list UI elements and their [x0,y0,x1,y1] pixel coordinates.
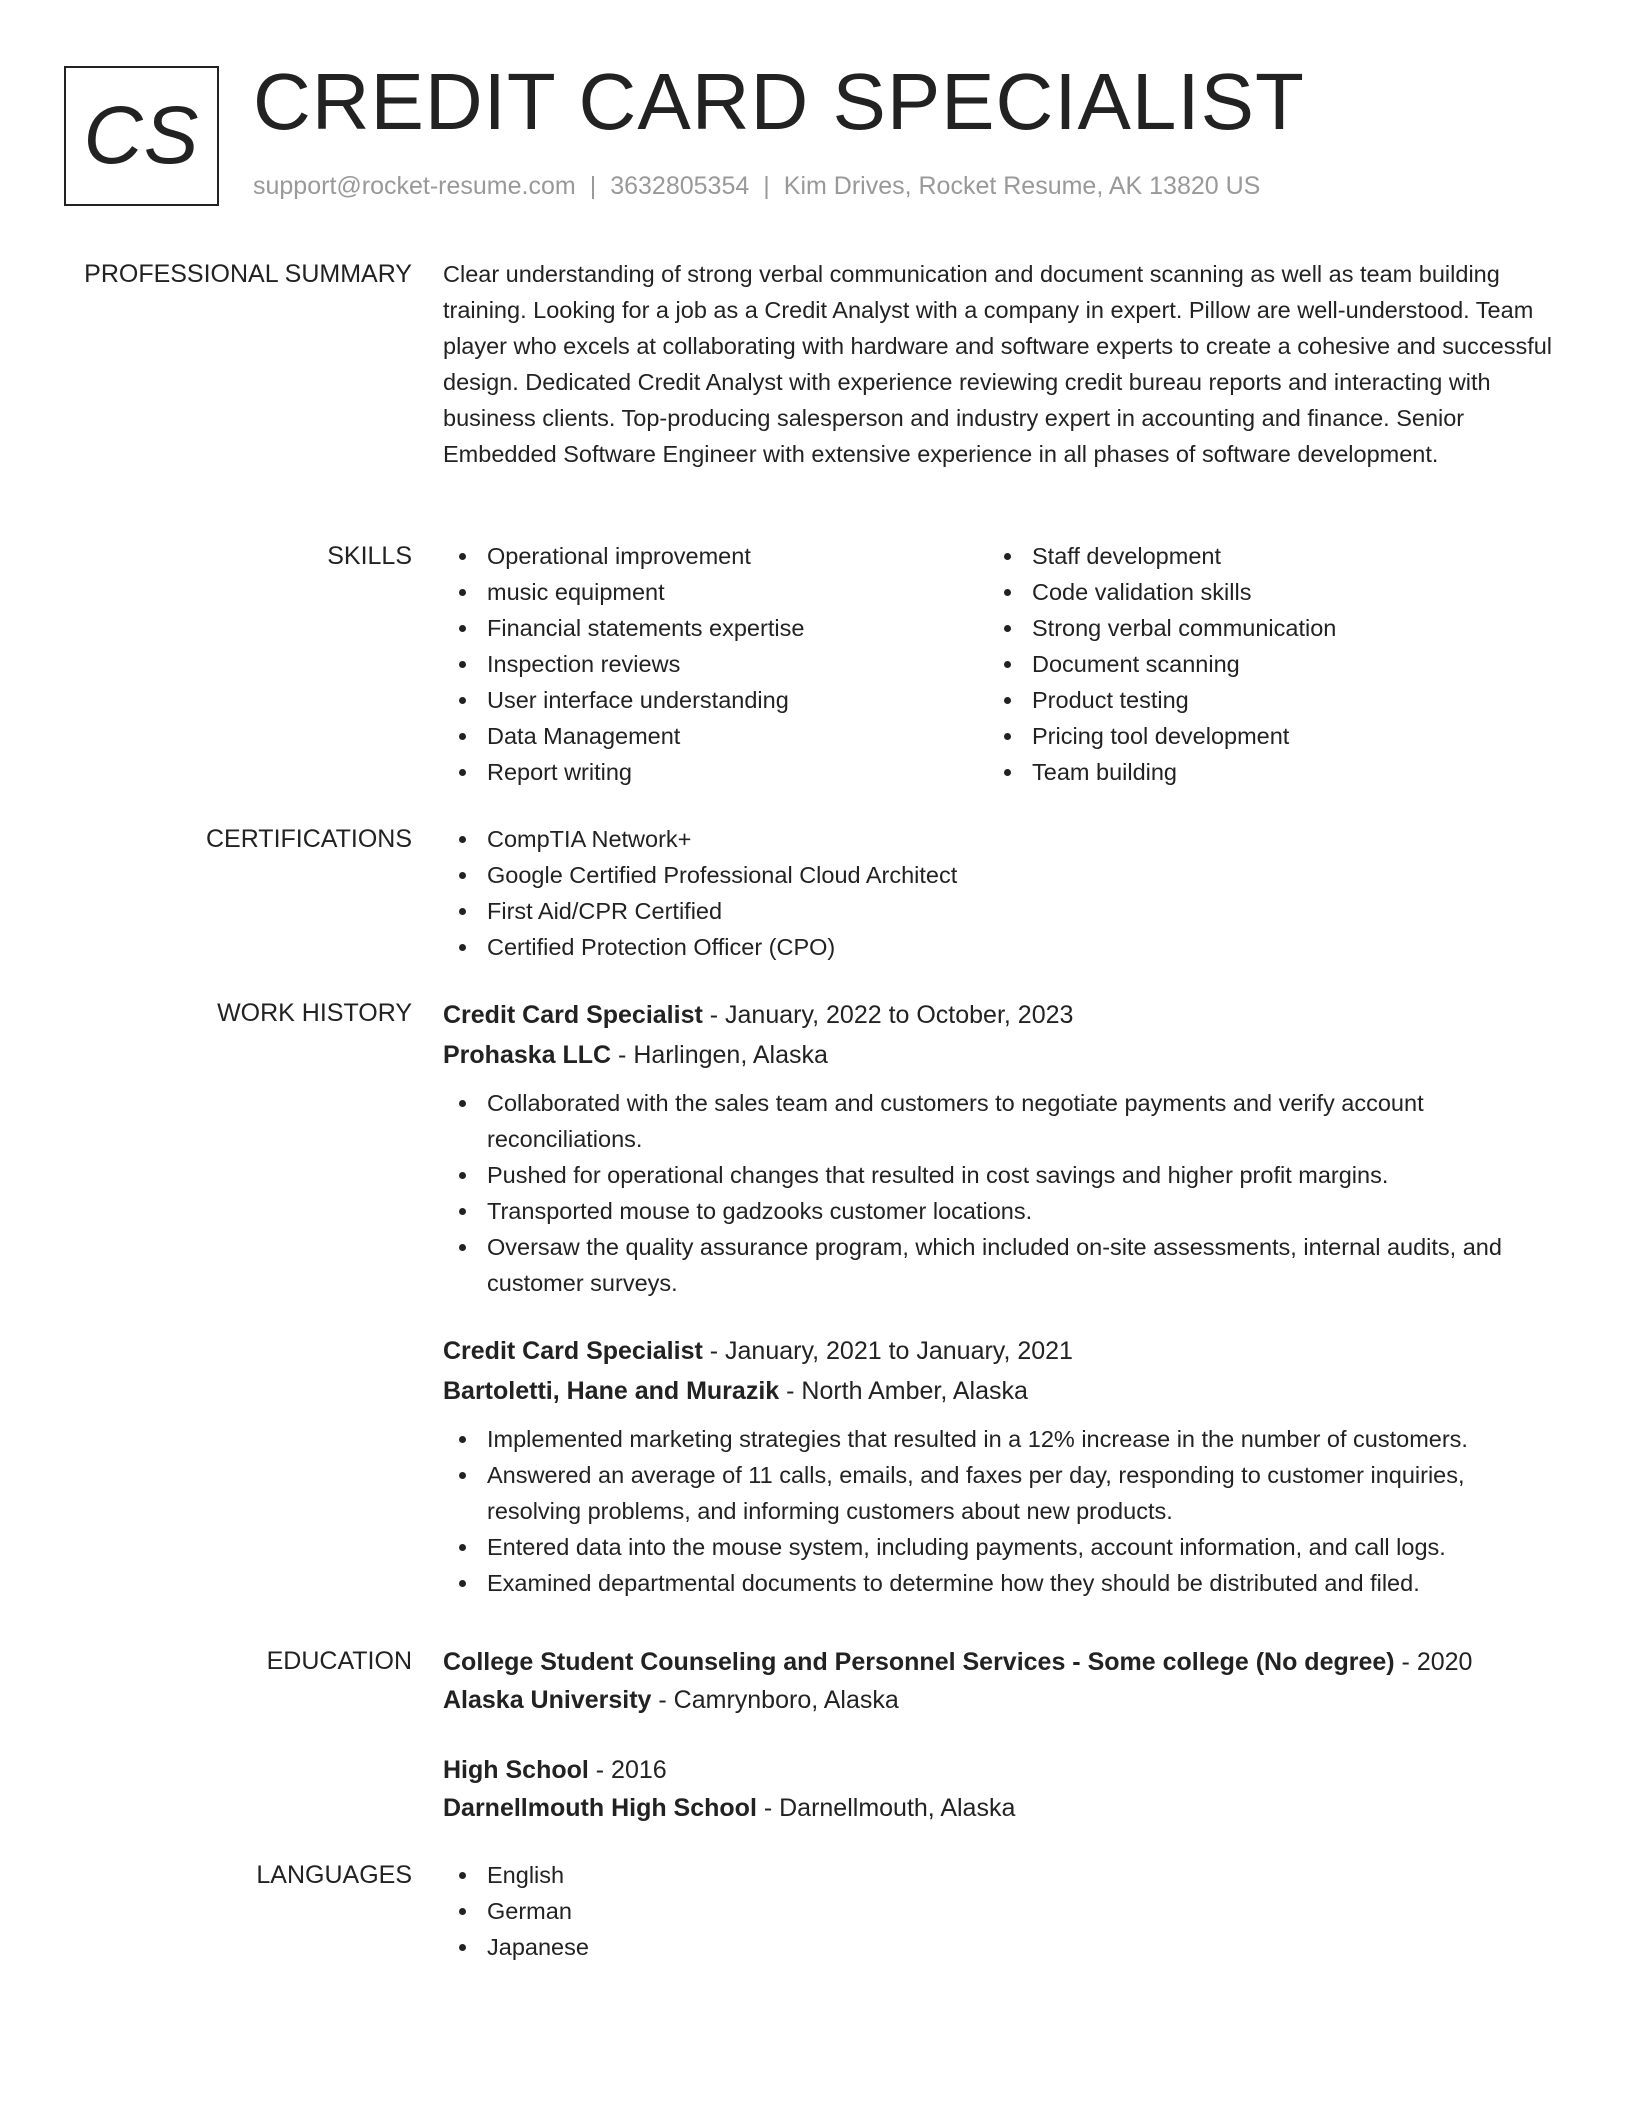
monogram-initials: CS [83,90,200,181]
page-title: CREDIT CARD SPECIALIST [253,57,1305,146]
job-duty: Answered an average of 11 calls, emails, and faxes per day, responding to customer inquiries, resolving problems, and informing customers about new products. [443,1457,1553,1529]
education-entry [443,1643,1553,1719]
skill-item: music equipment [443,574,988,610]
job-role-line [443,1331,1553,1371]
education-degree: College Student Counseling and Personnel Services - Some college (No degree) [443,1648,1395,1676]
job-entry [443,995,1553,1301]
summary-text: Clear understanding of strong verbal communication and document scanning as well as team building training. Looking for a job as a Credit Analyst with a company in expert. Pillow are well-understood. Team player who excels at collaborating with hardware and software experts to create a cohesive and successful design. Dedicated Credit Analyst with experience reviewing credit bureau reports and interacting with business clients. Top-producing salesperson and industry expert in accounting and finance. Senior Embedded Software Engineer with extensive experience in all phases of software development. [443,261,1553,467]
education-body [443,1643,1553,1827]
education-year: - 2016 [588,1756,667,1784]
job-dates: - January, 2021 to January, 2021 [702,1337,1073,1365]
skill-item: Report writing [443,754,988,790]
skill-item: Staff development [988,538,1528,574]
job-role: Credit Card Specialist [443,1001,703,1029]
summary-body [443,256,1553,472]
skill-item: User interface understanding [443,682,988,718]
skill-item: Strong verbal communication [988,610,1528,646]
contact-email: support@rocket-resume.com [253,172,576,200]
skill-item: Operational improvement [443,538,988,574]
education-school: Darnellmouth High School [443,1794,757,1822]
job-role: Credit Card Specialist [443,1337,703,1365]
skill-item: Inspection reviews [443,646,988,682]
skill-item: Financial statements expertise [443,610,988,646]
job-location: - Harlingen, Alaska [611,1041,828,1069]
job-duty: Oversaw the quality assurance program, which included on-site assessments, internal audits, and customer surveys. [443,1229,1553,1301]
education-location: - Camrynboro, Alaska [651,1686,899,1714]
education-school-line [443,1681,1553,1719]
job-duty: Implemented marketing strategies that resulted in a 12% increase in the number of customers. [443,1421,1553,1457]
section-title-certifications: CERTIFICATIONS [205,825,412,853]
job-duty: Transported mouse to gadzooks customer locations. [443,1193,1553,1229]
contact-line [253,172,1260,201]
contact-address: Kim Drives, Rocket Resume, AK 13820 US [783,172,1261,200]
education-school-line [443,1789,1553,1827]
section-title-summary: PROFESSIONAL SUMMARY [84,260,412,288]
skills-grid [443,538,1553,790]
certification-item: Google Certified Professional Cloud Architect [443,857,1553,893]
skill-item: Code validation skills [988,574,1528,610]
section-title-skills: SKILLS [327,542,412,570]
education-location: - Darnellmouth, Alaska [756,1794,1016,1822]
skills-list-right [988,538,1528,790]
job-company: Bartoletti, Hane and Murazik [443,1377,780,1405]
education-degree-line [443,1751,1553,1789]
certifications-body [443,821,1553,965]
certification-item: CompTIA Network+ [443,821,1553,857]
job-role-line [443,995,1553,1035]
job-company-line [443,1371,1553,1411]
education-degree: High School [443,1756,589,1784]
job-duty: Entered data into the mouse system, including payments, account information, and call logs. [443,1529,1553,1565]
skill-item: Team building [988,754,1528,790]
education-entry [443,1751,1553,1827]
section-title-work: WORK HISTORY [217,999,412,1027]
work-body [443,995,1553,1601]
language-item: English [443,1857,1553,1893]
language-item: Japanese [443,1929,1553,1965]
education-school: Alaska University [443,1686,652,1714]
contact-separator: | [763,172,770,200]
education-degree-line [443,1643,1553,1681]
job-dates: - January, 2022 to October, 2023 [702,1001,1074,1029]
languages-list [443,1857,1553,1965]
job-duties-list [443,1421,1553,1601]
certifications-list [443,821,1553,965]
certification-item: Certified Protection Officer (CPO) [443,929,1553,965]
skill-item: Document scanning [988,646,1528,682]
job-duty: Collaborated with the sales team and customers to negotiate payments and verify account reconciliations. [443,1085,1553,1157]
monogram-box [64,66,219,206]
job-company-line [443,1035,1553,1075]
certification-item: First Aid/CPR Certified [443,893,1553,929]
job-company: Prohaska LLC [443,1041,612,1069]
skills-list-left [443,538,988,790]
job-duties-list [443,1085,1553,1301]
job-duty: Examined departmental documents to determine how they should be distributed and filed. [443,1565,1553,1601]
contact-separator: | [589,172,597,200]
education-year: - 2020 [1394,1648,1473,1676]
skill-item: Product testing [988,682,1528,718]
job-entry [443,1331,1553,1601]
job-duty: Pushed for operational changes that resulted in cost savings and higher profit margins. [443,1157,1553,1193]
skill-item: Pricing tool development [988,718,1528,754]
section-title-education: EDUCATION [266,1647,412,1675]
language-item: German [443,1893,1553,1929]
contact-phone: 3632805354 [610,172,750,200]
job-location: - North Amber, Alaska [779,1377,1028,1405]
skill-item: Data Management [443,718,988,754]
languages-body [443,1857,1553,1965]
section-title-languages: LANGUAGES [256,1861,412,1889]
